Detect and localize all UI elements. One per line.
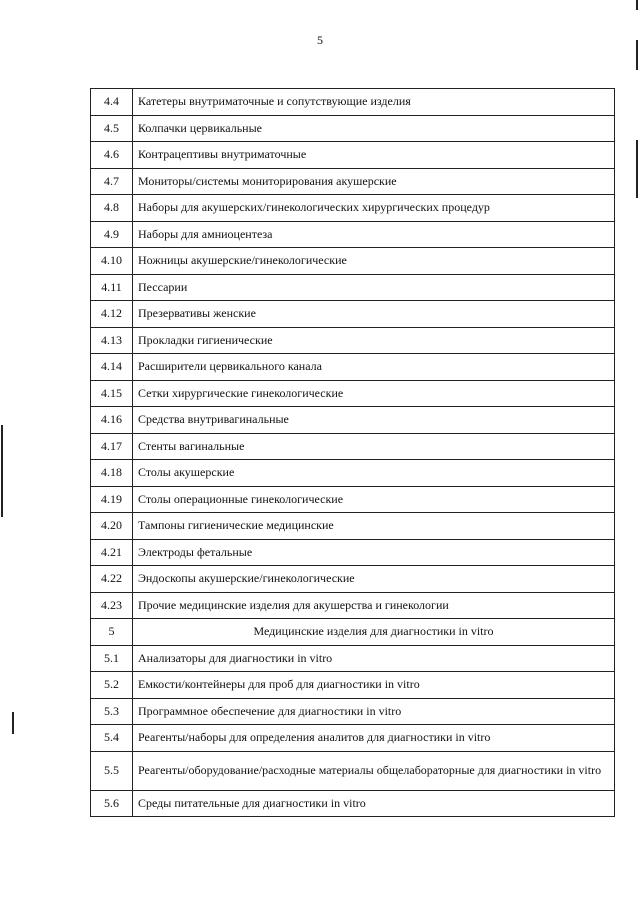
row-name: Контрацептивы внутриматочные	[133, 142, 615, 169]
row-code: 4.22	[91, 566, 133, 593]
row-name: Тампоны гигиенические медицинские	[133, 513, 615, 540]
table-row	[91, 380, 615, 407]
scan-edge-mark	[636, 0, 638, 10]
scan-edge-mark	[636, 140, 638, 198]
table-row	[91, 486, 615, 513]
row-name: Прочие медицинские изделия для акушерства и гинекологии	[133, 592, 615, 619]
row-name: Пессарии	[133, 274, 615, 301]
row-code: 4.16	[91, 407, 133, 434]
row-code: 4.15	[91, 380, 133, 407]
row-code: 5.3	[91, 698, 133, 725]
table-row	[91, 672, 615, 699]
row-name: Эндоскопы акушерские/гинекологические	[133, 566, 615, 593]
table-row	[91, 539, 615, 566]
row-code: 4.9	[91, 221, 133, 248]
row-name: Реагенты/оборудование/расходные материалы общелабораторные для диагностики in vitro	[133, 751, 615, 790]
scan-edge-mark	[1, 425, 3, 517]
table-row	[91, 327, 615, 354]
row-code: 4.23	[91, 592, 133, 619]
row-code: 5.6	[91, 790, 133, 817]
table-row	[91, 274, 615, 301]
row-name: Прокладки гигиенические	[133, 327, 615, 354]
row-code: 5.2	[91, 672, 133, 699]
table-row	[91, 115, 615, 142]
table-row	[91, 248, 615, 275]
row-code: 4.5	[91, 115, 133, 142]
table-row	[91, 195, 615, 222]
section-code: 5	[91, 619, 133, 646]
row-name: Мониторы/системы мониторирования акушерские	[133, 168, 615, 195]
device-category-table	[90, 88, 615, 817]
table-row	[91, 354, 615, 381]
table-row	[91, 725, 615, 752]
row-code: 4.8	[91, 195, 133, 222]
row-name: Анализаторы для диагностики in vitro	[133, 645, 615, 672]
row-name: Средства внутривагинальные	[133, 407, 615, 434]
table-row	[91, 142, 615, 169]
row-name: Столы операционные гинекологические	[133, 486, 615, 513]
row-code: 4.12	[91, 301, 133, 328]
table-row	[91, 751, 615, 790]
table-row	[91, 168, 615, 195]
row-name: Катетеры внутриматочные и сопутствующие изделия	[133, 89, 615, 116]
row-name: Стенты вагинальные	[133, 433, 615, 460]
row-name: Программное обеспечение для диагностики in vitro	[133, 698, 615, 725]
row-name: Наборы для амниоцентеза	[133, 221, 615, 248]
row-name: Расширители цервикального канала	[133, 354, 615, 381]
table-row	[91, 645, 615, 672]
row-code: 4.17	[91, 433, 133, 460]
row-code: 5.5	[91, 751, 133, 790]
row-code: 5.4	[91, 725, 133, 752]
section-header-row	[91, 619, 615, 646]
section-title: Медицинские изделия для диагностики in vitro	[133, 619, 615, 646]
table-row	[91, 301, 615, 328]
row-code: 4.19	[91, 486, 133, 513]
table-row	[91, 592, 615, 619]
row-name: Ножницы акушерские/гинекологические	[133, 248, 615, 275]
row-code: 4.14	[91, 354, 133, 381]
table-row	[91, 513, 615, 540]
scan-edge-mark	[12, 712, 14, 734]
row-name: Электроды фетальные	[133, 539, 615, 566]
row-name: Наборы для акушерских/гинекологических хирургических процедур	[133, 195, 615, 222]
row-name: Столы акушерские	[133, 460, 615, 487]
row-code: 4.18	[91, 460, 133, 487]
row-name: Сетки хирургические гинекологические	[133, 380, 615, 407]
table-row	[91, 407, 615, 434]
row-code: 5.1	[91, 645, 133, 672]
table-row	[91, 566, 615, 593]
row-code: 4.10	[91, 248, 133, 275]
row-code: 4.7	[91, 168, 133, 195]
row-code: 4.20	[91, 513, 133, 540]
table-row	[91, 433, 615, 460]
row-code: 4.21	[91, 539, 133, 566]
row-name: Колпачки цервикальные	[133, 115, 615, 142]
table-row	[91, 221, 615, 248]
row-code: 4.6	[91, 142, 133, 169]
table-row	[91, 790, 615, 817]
row-name: Реагенты/наборы для определения аналитов для диагностики in vitro	[133, 725, 615, 752]
page-number: 5	[317, 33, 323, 47]
row-name: Емкости/контейнеры для проб для диагностики in vitro	[133, 672, 615, 699]
table-row	[91, 89, 615, 116]
row-code: 4.13	[91, 327, 133, 354]
table-row	[91, 460, 615, 487]
row-code: 4.11	[91, 274, 133, 301]
table-row	[91, 698, 615, 725]
row-name: Презервативы женские	[133, 301, 615, 328]
row-name: Среды питательные для диагностики in vitro	[133, 790, 615, 817]
row-code: 4.4	[91, 89, 133, 116]
scan-edge-mark	[636, 40, 638, 70]
